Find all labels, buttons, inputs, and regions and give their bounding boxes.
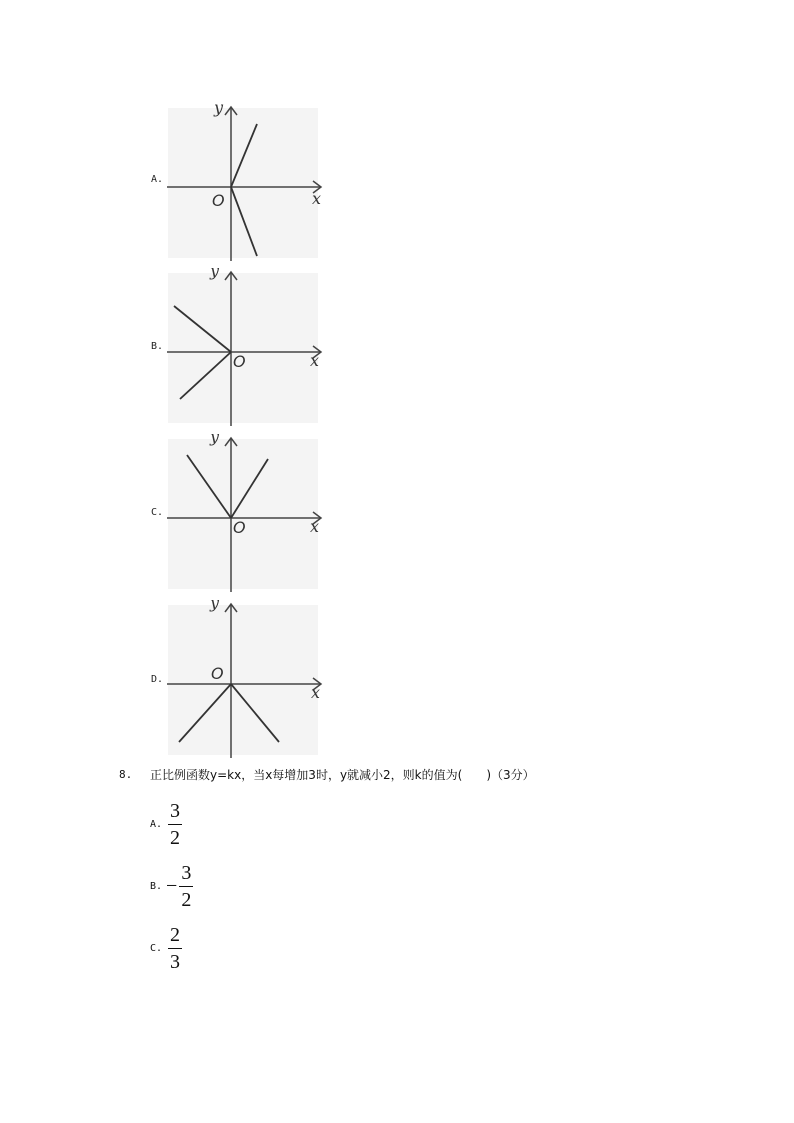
option-a-graph — [163, 103, 323, 263]
x-axis-label: x — [310, 517, 320, 536]
fraction-bar — [179, 886, 193, 887]
option-b-graph — [163, 268, 323, 428]
fraction-bar — [168, 824, 182, 825]
numerator: 2 — [170, 924, 181, 946]
numerator: 3 — [170, 800, 181, 822]
denominator: 2 — [170, 827, 181, 849]
x-axis-label: x — [311, 683, 321, 702]
option-c-letter: C. — [151, 507, 164, 518]
y-axis-label: y — [214, 103, 224, 117]
origin-label: O — [233, 518, 246, 537]
choice-c[interactable] — [150, 924, 182, 973]
fraction — [168, 924, 182, 973]
choice-letter: B. — [150, 881, 163, 892]
x-axis-label: x — [310, 351, 320, 370]
fraction-bar — [168, 948, 182, 949]
fraction — [179, 862, 193, 911]
choice-b[interactable] — [150, 862, 193, 911]
denominator: 3 — [170, 951, 181, 973]
choice-letter: A. — [150, 819, 163, 830]
option-d-letter: D. — [151, 674, 164, 685]
y-axis-label: y — [210, 434, 220, 446]
origin-label: O — [233, 352, 246, 371]
x-axis-label: x — [312, 189, 322, 208]
option-b-letter: B. — [151, 341, 164, 352]
option-c-graph — [163, 434, 323, 594]
y-axis-label: y — [210, 268, 220, 280]
choice-sign: − — [166, 875, 178, 897]
question-text: 正比例函数y=kx，当x每增加3时，y就减小2，则k的值为( )（3分） — [150, 768, 535, 782]
choice-a[interactable] — [150, 800, 182, 849]
option-d-graph — [163, 600, 323, 760]
denominator: 2 — [181, 889, 192, 911]
fraction — [168, 800, 182, 849]
origin-label: O — [212, 191, 225, 210]
origin-label: O — [211, 664, 224, 683]
y-axis-label: y — [210, 600, 220, 612]
choice-letter: C. — [150, 943, 163, 954]
question-number: 8. — [119, 768, 133, 781]
numerator: 3 — [181, 862, 192, 884]
option-a-letter: A. — [151, 174, 164, 185]
